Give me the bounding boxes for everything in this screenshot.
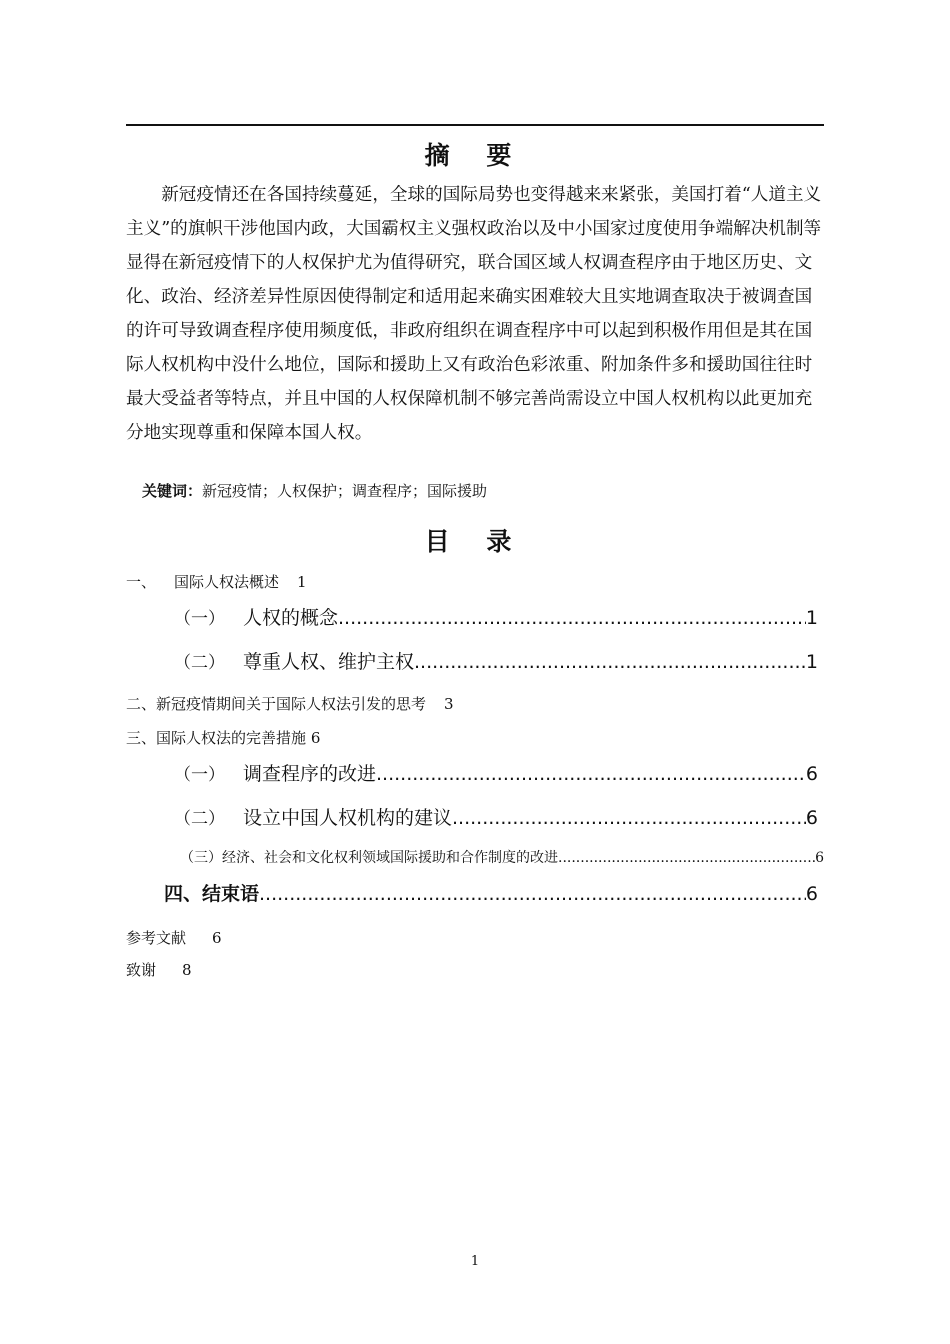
- toc-item-page: 1: [297, 573, 307, 591]
- toc-item-3-1[interactable]: [174, 762, 818, 787]
- toc-item-text: 四、结束语: [164, 883, 260, 905]
- toc-item-text: 经济、社会和文化权利领域国际援助和合作制度的改进: [222, 850, 558, 866]
- toc-item-text: 设立中国人权机构的建议: [243, 807, 453, 829]
- toc-item-number: （二）: [174, 653, 225, 673]
- toc-item-page: 1: [805, 651, 818, 673]
- toc-item-acknowledgements[interactable]: [126, 958, 192, 982]
- toc-leader: [338, 606, 806, 630]
- toc-item-3-2[interactable]: [174, 806, 818, 831]
- abstract-body: 新冠疫情还在各国持续蔓延，全球的国际局势也变得越来来紧张，美国打着“人道主义主义”的旗帜干涉他国内政，大国霸权主义强权政治以及中小国家过度使用争端解决机制等显得在新冠疫情下的人权保护尤为值得研究，联合国区域人权调查程序由于地区历史、文化、政治、经济差异性原因使得制定和适用起来确实困难较大且实地调查取决于被调查国的许可导致调查程序使用频度低，非政府组织在调查程序中可以起到积极作用但是其在国际人权机构中没什么地位，国际和援助上又有政治色彩浓重、附加条件多和援助国往往时最大受益者等特点，并且中国的人权保障机制不够完善尚需设立中国人权机构以此更加充分地实现尊重和保障本国人权。: [126, 185, 822, 443]
- toc-leader: [259, 882, 806, 906]
- keywords-line: [142, 478, 487, 504]
- keywords-label: 关键词：: [142, 482, 203, 500]
- toc-item-text: 国际人权法的完善措施: [156, 729, 307, 747]
- toc-item-page: 6: [805, 763, 818, 785]
- header-rule: [126, 124, 824, 126]
- keywords-text: 新冠疫情；人权保护；调查程序；国际援助: [202, 482, 488, 500]
- toc-item-number: （一）: [174, 765, 225, 785]
- toc-item-page: 3: [444, 695, 454, 713]
- toc-item-page: 6: [815, 850, 824, 866]
- toc-item-number: （三）: [180, 850, 222, 866]
- abstract-title: 摘 要: [424, 141, 526, 170]
- toc-leader: [452, 806, 806, 830]
- toc-item-number: 三、: [126, 729, 157, 747]
- toc-item-page: 6: [805, 883, 818, 905]
- toc-item-number: （二）: [174, 809, 225, 829]
- toc-item-1[interactable]: [126, 570, 307, 594]
- toc-item-1-1[interactable]: [174, 606, 818, 631]
- toc-item-text: 人权的概念: [243, 607, 339, 629]
- toc-item-page: 6: [310, 729, 321, 747]
- toc-item-3-3[interactable]: [180, 846, 824, 870]
- toc-item-page: 1: [805, 607, 818, 629]
- toc-item-text: 参考文献: [126, 929, 187, 947]
- page-number: 1: [470, 1254, 480, 1269]
- toc-item-number: （一）: [174, 609, 225, 629]
- toc-item-number: 二、: [126, 695, 157, 713]
- toc-item-text: 国际人权法概述: [174, 573, 280, 591]
- toc-leader: [558, 846, 815, 870]
- toc-item-3[interactable]: [126, 726, 320, 750]
- toc-item-text: 致谢: [126, 961, 157, 979]
- toc-leader: [414, 650, 806, 674]
- toc-item-references[interactable]: [126, 926, 222, 950]
- toc-item-text: 新冠疫情期间关于国际人权法引发的思考: [156, 695, 427, 713]
- toc-item-2[interactable]: [126, 692, 454, 716]
- toc-item-page: 6: [212, 929, 222, 947]
- toc-item-page: 6: [805, 807, 818, 829]
- toc-leader: [376, 762, 806, 786]
- toc-item-4[interactable]: [164, 882, 818, 906]
- toc-item-text: 调查程序的改进: [243, 763, 377, 785]
- toc-item-page: 8: [182, 961, 192, 979]
- toc-item-1-2[interactable]: [174, 650, 818, 675]
- toc-title: 目 录: [424, 527, 526, 556]
- toc-item-text: 尊重人权、维护主权: [243, 651, 415, 673]
- toc-item-number: 一、: [126, 573, 157, 591]
